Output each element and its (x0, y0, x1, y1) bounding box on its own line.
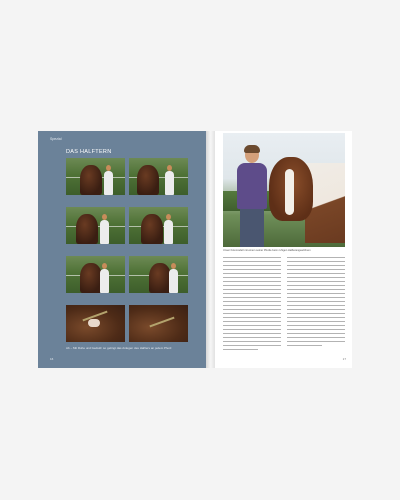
section-label: Spezial (50, 137, 62, 141)
book-spread (38, 131, 348, 368)
photo-6 (129, 256, 188, 293)
photo-5 (66, 256, 125, 293)
hero-caption: Unser Fotomodell mit einem seiner Pferde beim ruhigen Halfterangewöhnen (223, 249, 311, 252)
left-caption: Ab – Mit Ruhe und Geduld: so gelingt das Anlegen des Halfters an jedem Pferd (66, 346, 172, 350)
boy-figure (237, 147, 267, 247)
right-page (215, 131, 352, 368)
horse-blaze (285, 169, 294, 215)
photo-3 (66, 207, 125, 244)
photo-4 (129, 207, 188, 244)
text-column-right (287, 257, 345, 349)
chapter-title: DAS HALFTERN (66, 149, 112, 155)
hero-photo (223, 133, 345, 247)
left-page (38, 131, 206, 368)
page-number-left: 16 (50, 357, 54, 361)
photo-2 (129, 158, 188, 195)
photo-7 (66, 305, 125, 342)
page-number-right: 17 (342, 357, 346, 361)
photo-1 (66, 158, 125, 195)
text-column-left (223, 257, 281, 353)
photo-8 (129, 305, 188, 342)
gutter (206, 131, 215, 368)
